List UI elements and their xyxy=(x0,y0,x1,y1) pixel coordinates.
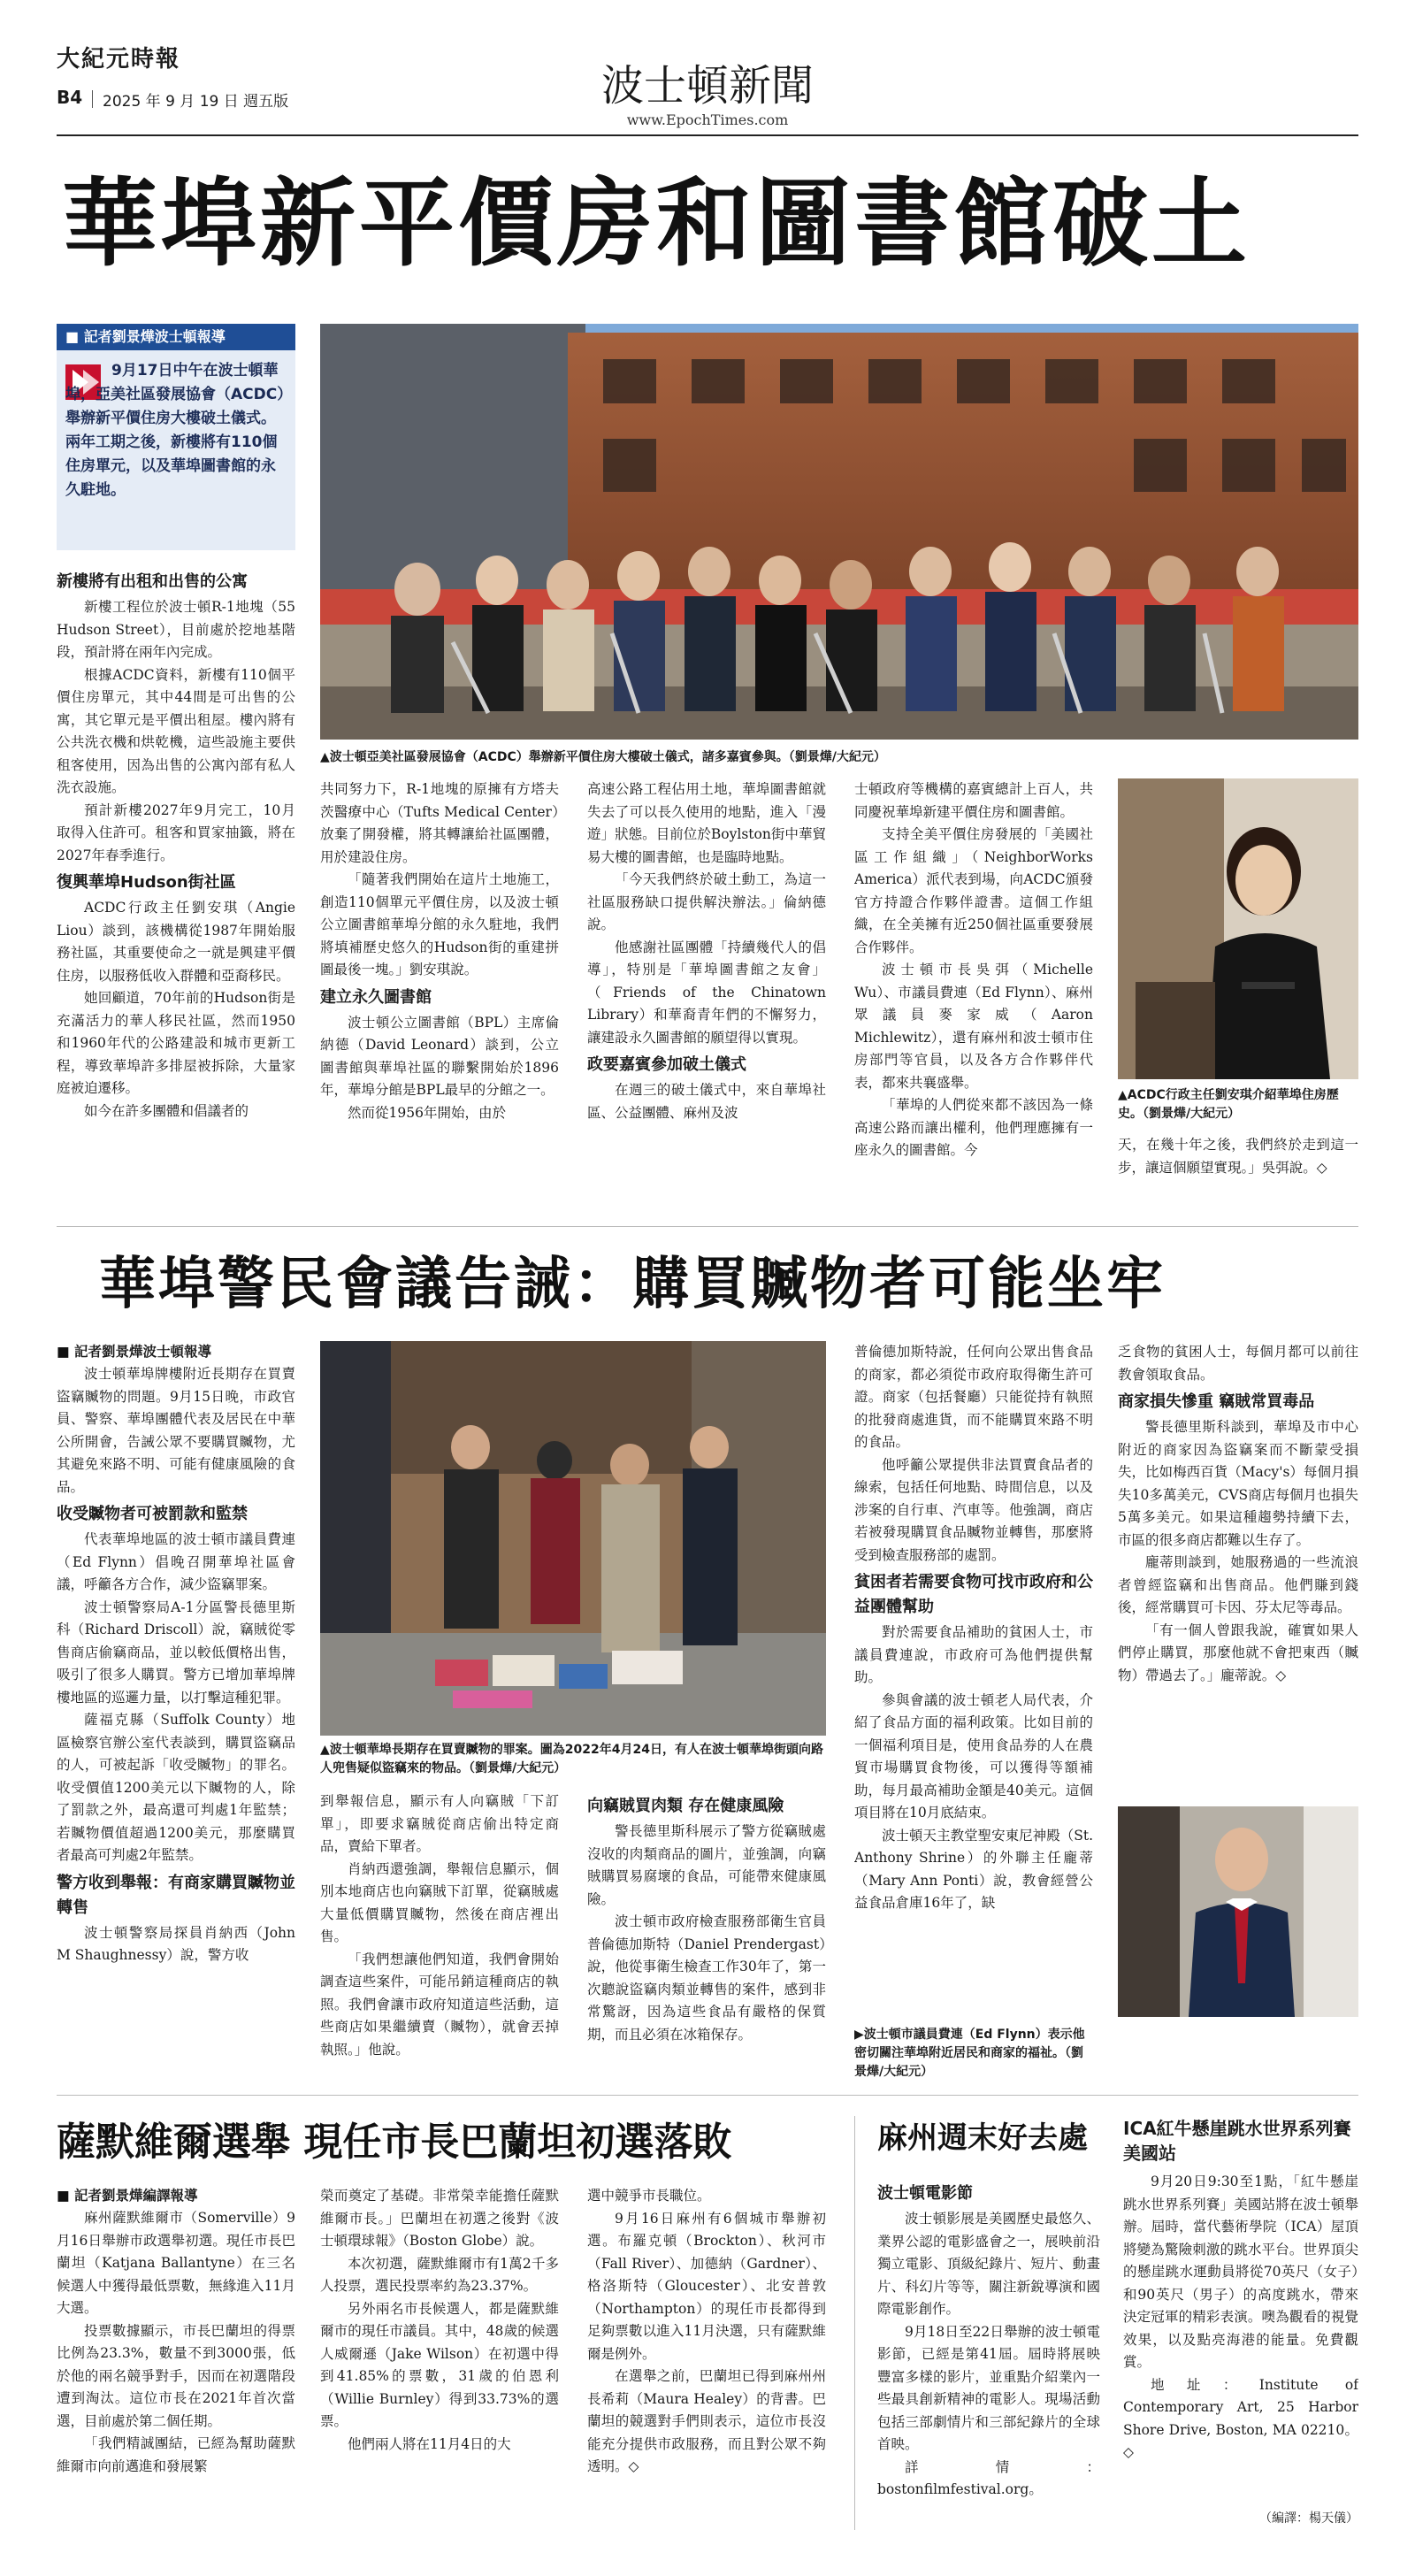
page-number-divider xyxy=(92,90,93,108)
paragraph: 在選舉之前，巴蘭坦已得到麻州州長希莉（Maura Healey）的背書。巴蘭坦的競選對手們則表示，這位市長沒能充分提供市政服務，而且對公眾不夠透明。◇ xyxy=(587,2368,826,2474)
paragraph: 他感謝社區團體「持續幾代人的倡導」，特別是「華埠圖書館之友會」（Friends of the Chinatown Library）和華裔青年們的不懈努力，讓建設永久圖書館的願望得以實現。 xyxy=(587,939,826,1046)
speaker-photo-caption: ▲ACDC行政主任劉安琪介紹華埠住房歷史。（劉景燁/大紀元） xyxy=(1118,1088,1339,1121)
story3-col1 xyxy=(57,2185,295,2530)
story3-col3 xyxy=(587,2185,826,2530)
paragraph: 普倫德加斯特說，任何向公眾出售食品的商家，都必須從市政府取得衛生許可證。商家（包括餐廳）只能從持有執照的批發商處進貨，而不能購買來路不明的食品。 xyxy=(854,1344,1093,1450)
paragraph: 新樓工程位於波士頓R-1地塊（55 Hudson Street），目前處於挖地基階段，預計將在兩年內完成。 xyxy=(57,599,295,660)
story4-col xyxy=(877,2181,1100,2530)
paragraph: ACDC行政主任劉安琪（Angie Liou）談到，該機構從1987年開始服務社區，其重要使命之一就是興建平價住房，以服務低收入群體和亞裔移民。 xyxy=(57,900,295,984)
paragraph: 地址：Institute of Contemporary Art, 25 Harbor Shore Drive, Boston, MA 02210。◇ xyxy=(1123,2376,1358,2460)
story2-col3 xyxy=(587,1790,826,2084)
paragraph: 警長德里斯科談到，華埠及市中心附近的商家因為盜竊案而不斷蒙受損失，比如梅西百貨（Macy's）每個月損失10多萬美元，CVS商店每個月也損失5萬多美元。如果這種趨勢持續下去，市區的很多商店都難以生存了。 xyxy=(1118,1419,1358,1548)
paragraph: 波士頓市政府檢查服務部衛生官員普倫德加斯特（Daniel Prendergast）說，他從事衛生檢查工作30年了，第一次聽說盜竊肉類並轉售的案件，感到非常驚訝，因為這些食品有嚴格的保質期，而且必須在冰箱保存。 xyxy=(587,1913,826,2043)
paragraph: 他呼籲公眾提供非法買賣食品者的線索，包括任何地點、時間信息，以及涉案的自行車、汽車等。他強調，商店若被發現購買食品贓物並轉售，那麼將受到檢查服務部的處罰。 xyxy=(854,1456,1093,1563)
subheading: 新樓將有出租和出售的公寓 xyxy=(57,572,248,591)
paper-logo: 大紀元時報 xyxy=(57,46,181,73)
paragraph: 9月18日至22日舉辦的波士頓電影節，已經是第41屆。屆時將展映豐富多樣的影片，並重點介紹業內一些最具創新精神的電影人。現場活動包括三部劇情片和三部紀錄片的全球首映。 xyxy=(877,2323,1100,2452)
paragraph: 預計新樓2027年9月完工，10月取得入住許可。租客和買家抽籤，將在2027年春季進行。 xyxy=(57,801,295,863)
paragraph: 乏食物的貧困人士，每個月都可以前往教會領取食品。 xyxy=(1118,1344,1358,1383)
street-market-photo xyxy=(320,1341,826,1736)
paragraph: 共同努力下，R-1地塊的原擁有方塔夫茨醫療中心（Tufts Medical Center）放棄了開發權，將其轉讓給社區團體，用於建設住房。 xyxy=(320,781,559,865)
paragraph: 波士頓華埠牌樓附近長期存在買賣盜竊贓物的問題。9月15日晚，市政官員、警察、華埠團體代表及居民在中華公所開會，告誡公眾不要購買贓物，尤其避免來路不明、可能有健康風險的食品。 xyxy=(57,1366,295,1495)
street-market-photo-caption: ▲波士頓華埠長期存在買賣贓物的罪案。圖為2022年4月24日，有人在波士頓華埠街頭向路人兜售疑似盜竊來的物品。（劉景燁/大紀元） xyxy=(320,1743,823,1775)
paragraph: 「今天我們終於破土動工，為這一社區服務缺口提供解決辦法。」倫納德說。 xyxy=(587,871,826,932)
paragraph: 波士頓公立圖書館（BPL）主席倫納德（David Leonard）談到，公立圖書館與華埠社區的聯繫開始於1896年，華埠分館是BPL最早的分館之一。 xyxy=(320,1014,559,1098)
groundbreaking-photo xyxy=(320,324,1358,740)
paragraph: 波士頓天主教堂聖安東尼神殿（St. Anthony Shrine）的外聯主任龐蒂（Mary Ann Ponti）說，教會經營公益食品倉庫16年了，缺 xyxy=(854,1827,1093,1911)
story1-col2 xyxy=(320,778,559,1215)
story1-headline[interactable]: 華埠新平價房和圖書館破土 xyxy=(62,168,1251,280)
paragraph: 另外兩名市長候選人，都是薩默維爾市的現任市議員。其中，48歲的候選人威爾遜（Jake Wilson）在初選中得到41.85%的票數，31歲的伯恩利（Willie Burnley）得到33.73%的選票。 xyxy=(320,2300,559,2429)
story1-lede-text: 9月17日中午在波士頓華埠，亞美社區發展協會（ACDC）舉辦新平價住房大樓破土儀式。兩年工期之後，新樓將有110個住房單元，以及華埠圖書館的永久駐地。 xyxy=(65,362,285,499)
paragraph: 波士頓市長吳弭（Michelle Wu）、市議員費連（Ed Flynn）、麻州眾議員麥家威（Aaron Michlewitz），還有麻州和波士頓市住房部門等官員，以及各方合作夥伴代表，都來共襄盛舉。 xyxy=(854,962,1093,1091)
councilor-photo xyxy=(1118,1806,1358,2017)
issue-date: 2025 年 9 月 19 日 週五版 xyxy=(103,93,289,111)
paragraph: 「有一個人曾跟我說，確實如果人們停止購買，那麼他就不會把東西（贓物）帶過去了。」龐蒂說。◇ xyxy=(1118,1622,1358,1683)
story1-ending: 天，在幾十年之後，我們終於走到這一步，讓這個願望實現。」吳弭說。◇ xyxy=(1118,1137,1358,1176)
paragraph: 在週三的破土儀式中，來自華埠社區、公益團體、麻州及波 xyxy=(587,1082,826,1121)
paragraph: 波士頓影展是美國歷史最悠久、業界公認的電影盛會之一，展映前沿獨立電影、頂級紀錄片、短片、動畫片、科幻片等等，關注新銳導演和國際電影創作。 xyxy=(877,2211,1100,2317)
paragraph: 她回顧道，70年前的Hudson街是充滿活力的華人移民社區，然而1950和1960年代的公路建設和城市更新工程，導致華埠許多排屋被拆除，大量家庭被迫遷移。 xyxy=(57,990,295,1096)
paragraph: 「華埠的人們從來都不該因為一條高速公路而讓出權利，他們理應擁有一座永久的圖書館。今 xyxy=(854,1097,1093,1158)
paragraph: 然而從1956年開始，由於 xyxy=(348,1104,506,1121)
speaker-photo xyxy=(1118,778,1358,1079)
paragraph: 士頓政府等機構的嘉賓總計上百人，共同慶祝華埠新建平價住房和圖書館。 xyxy=(854,781,1093,820)
paragraph: 警長德里斯科展示了警方從竊賊處沒收的肉類商品的圖片，並強調，向竊賊購買易腐壞的食品，可能帶來健康風險。 xyxy=(587,1823,826,1907)
story5-headline[interactable]: ICA紅牛懸崖跳水世界系列賽美國站 xyxy=(1123,2118,1351,2164)
paragraph: 榮而奠定了基礎。非常榮幸能擔任薩默維爾市長。」巴蘭坦在初選之後對《波士頓環球報》（Boston Globe）說。 xyxy=(320,2188,559,2249)
story2-byline: ■ 記者劉景燁波士頓報導 xyxy=(57,1341,295,1363)
paragraph: 9月16日麻州有6個城市舉辦初選。布羅克頓（Brockton）、秋河市（Fall River）、加德納（Gardner）、格洛斯特（Gloucester）、北安普敦（Northampton）的現任市長都得到足夠票數以進入11月決選，只有薩默維爾是例外。 xyxy=(587,2210,826,2362)
paragraph: 投票數據顯示，市長巴蘭坦的得票比例為23.3%，數量不到3000張，低於他的兩名競爭對手，因而在初選階段遭到淘汰。這位市長在2021年首次當選，目前處於第二個任期。 xyxy=(57,2322,295,2429)
story3-byline: ■ 記者劉景燁編譯報導 xyxy=(57,2185,295,2207)
paragraph: 高速公路工程佔用土地，華埠圖書館就失去了可以長久使用的地點，進入「漫遊」狀態。目前位於Boylston街中華貿易大樓的圖書館，也是臨時地點。 xyxy=(587,781,826,865)
story2-col5 xyxy=(1118,1341,1358,1801)
paragraph: 如今在許多團體和倡議者的 xyxy=(84,1102,249,1119)
page-number: B4 xyxy=(57,87,83,108)
paragraph: 肖納西還強調，舉報信息顯示，個別本地商店也向竊賊下訂單，從竊賊處大量低價購買贓物，然後在商店裡出售。 xyxy=(320,1860,559,1944)
subheading: 建立永久圖書館 xyxy=(320,987,432,1007)
paragraph: 對於需要食品補助的貧困人士，市議員費連說，市政府可為他們提供幫助。 xyxy=(854,1624,1093,1685)
groundbreaking-photo-caption: ▲波士頓亞美社區發展協會（ACDC）舉辦新平價住房大樓破土儀式，諸多嘉賓參與。（劉景燁/大紀元） xyxy=(320,750,886,764)
paragraph: 參與會議的波士頓老人局代表，介紹了食品方面的福利政策。比如目前的一個福利項目是，使用食品券的人在農貿市場購買食物後，可以獲得等額補助，每月最高補助金額是40美元。這個項目將在10月底結束。 xyxy=(854,1691,1093,1821)
paragraph: 選中競爭市長職位。 xyxy=(587,2188,711,2204)
story2-col2 xyxy=(320,1790,559,2084)
masthead-rule xyxy=(57,134,1358,136)
story1-byline: ■ 記者劉景燁波士頓報導 xyxy=(57,324,295,350)
paragraph: 「我們精誠團結，已經為幫助薩默維爾市向前邁進和發展繁 xyxy=(57,2435,295,2474)
story5-col xyxy=(1123,2171,1358,2489)
section-divider-2 xyxy=(57,2095,1358,2096)
editor-credit: （編譯：楊天儀） xyxy=(1259,2511,1358,2526)
website-url[interactable]: www.EpochTimes.com xyxy=(626,111,789,128)
story1-col3 xyxy=(587,778,826,1215)
subheading: 收受贓物者可被罰款和監禁 xyxy=(57,1505,248,1523)
paragraph: 龐蒂則談到，她服務過的一些流浪者曾經盜竊和出售商品。他們賺到錢後，經常購買可卡因、芬太尼等毒品。 xyxy=(1118,1554,1358,1615)
story2-col1 xyxy=(57,1341,295,2084)
councilor-caption: ▶波士頓市議員費連（Ed Flynn）表示他密切關注華埠附近居民和商家的福祉。（劉景燁/大紀元） xyxy=(854,2028,1085,2079)
paragraph: 波士頓警察局A-1分區警長德里斯科（Richard Driscoll）說，竊賊從零售商店偷竊商品，並以較低價格出售，吸引了很多人購買。警方已增加華埠牌樓地區的巡邏力量，以打擊這種犯罪。 xyxy=(57,1598,295,1706)
story2-col3-subhead: 向竊賊買肉類 存在健康風險 xyxy=(587,1797,784,1815)
story3-col2 xyxy=(320,2185,559,2530)
story1-col1 xyxy=(57,566,295,1215)
paragraph: 「我們想讓他們知道，我們會開始調查這些案件，可能吊銷這種商店的執照。我們會讓市政府知道這些活動，這些商店如果繼續賣（贓物），就會丟掉執照。」他說。 xyxy=(320,1951,559,2058)
subheading: 復興華埠Hudson街社區 xyxy=(57,873,236,892)
paragraph: 到舉報信息，顯示有人向竊賊「下訂單」，即要求竊賊從商店偷出特定商品，賣給下單者。 xyxy=(320,1793,559,1854)
story2-headline[interactable]: 華埠警民會議告誡：購買贓物者可能坐牢 xyxy=(99,1251,1166,1317)
story4-headline[interactable]: 麻州週末好去處 xyxy=(877,2120,1088,2156)
paragraph: 他們兩人將在11月4日的大 xyxy=(348,2435,511,2452)
story1-col4 xyxy=(854,778,1093,1215)
story3-headline[interactable]: 薩默維爾選舉 現任市長巴蘭坦初選落敗 xyxy=(57,2120,732,2165)
paragraph: 波士頓警察局探員肖納西（John M Shaughnessy）說，警方收 xyxy=(57,1924,295,1963)
paragraph: 代表華埠地區的波士頓市議員費連（Ed Flynn）倡晚召開華埠社區會議，呼籲各方合作，減少盜竊罪案。 xyxy=(57,1531,295,1592)
subheading: 商家損失慘重 竊賊常買毒品 xyxy=(1118,1392,1315,1411)
paragraph: 本次初選，薩默維爾市有1萬2千多人投票，選民投票率約為23.37%。 xyxy=(320,2255,559,2294)
section-title: 波士頓新聞 xyxy=(600,61,814,111)
paragraph: 麻州薩默維爾市（Somerville）9月16日舉辦市政選舉初選。現任市長巴蘭坦（Katjana Ballantyne）在三名候選人中獲得最低票數，無緣進入11月大選。 xyxy=(57,2210,295,2316)
story2-col4 xyxy=(854,1341,1093,2084)
story1-lede-box xyxy=(57,324,295,550)
column-divider-weekend xyxy=(854,2116,855,2530)
section-divider-1 xyxy=(57,1226,1358,1227)
story4-subhead: 波士頓電影節 xyxy=(877,2184,973,2203)
paragraph: 支持全美平價住房發展的「美國社區工作組織」（NeighborWorks America）派代表到場，向ACDC頒發官方持證合作夥伴證書。這個工作組織，在全美擁有近250個社區重要發展合作夥伴。 xyxy=(854,826,1093,955)
masthead xyxy=(57,35,1358,137)
paragraph: 詳情：bostonfilmfestival.org。 xyxy=(877,2458,1100,2497)
paragraph: 根據ACDC資料，新樓有110個平價住房單元，其中44間是可出售的公寓，其它單元是平價出租屋。樓內將有公共洗衣機和烘乾機，這些設施主要供租客使用，因為出售的公寓內部有私人洗衣設施。 xyxy=(57,666,295,795)
paragraph: 薩福克縣（Suffolk County）地區檢察官辦公室代表談到，購買盜竊品的人，可被起訴「收受贓物」的罪名。收受價值1200美元以下贓物的人，除了罰款之外，最高還可判處1年監禁；若贓物價值超過1200美元，那麼購買者最高可判處2年監禁。 xyxy=(57,1712,295,1863)
story1-byline-text: 記者劉景燁波士頓報導 xyxy=(83,328,226,345)
paragraph: 9月20日9:30至1點，「紅牛懸崖跳水世界系列賽」美國站將在波士頓舉辦。屆時，當代藝術學院（ICA）屋頂將變為驚險刺激的跳水平台。世界頂尖的懸崖跳水運動員將從70英尺（女子）和90英尺（男子）的高度跳水，帶來決定冠軍的精彩表演。噢為觀看的視覺效果，以及點亮海港的能量。免費觀賞。 xyxy=(1123,2174,1358,2370)
subheading: 政要嘉賓參加破土儀式 xyxy=(587,1055,746,1074)
subheading: 貧困者若需要食物可找市政府和公益團體幫助 xyxy=(854,1573,1093,1616)
paragraph: 「隨著我們開始在這片土地施工，創造110個單元平價住房，以及波士頓公立圖書館華埠分館的永久駐地，我們將填補歷史悠久的Hudson街的重建拼圖最後一塊。」劉安琪說。 xyxy=(320,871,559,978)
subheading: 警方收到舉報：有商家購買贓物並轉售 xyxy=(57,1873,295,1917)
